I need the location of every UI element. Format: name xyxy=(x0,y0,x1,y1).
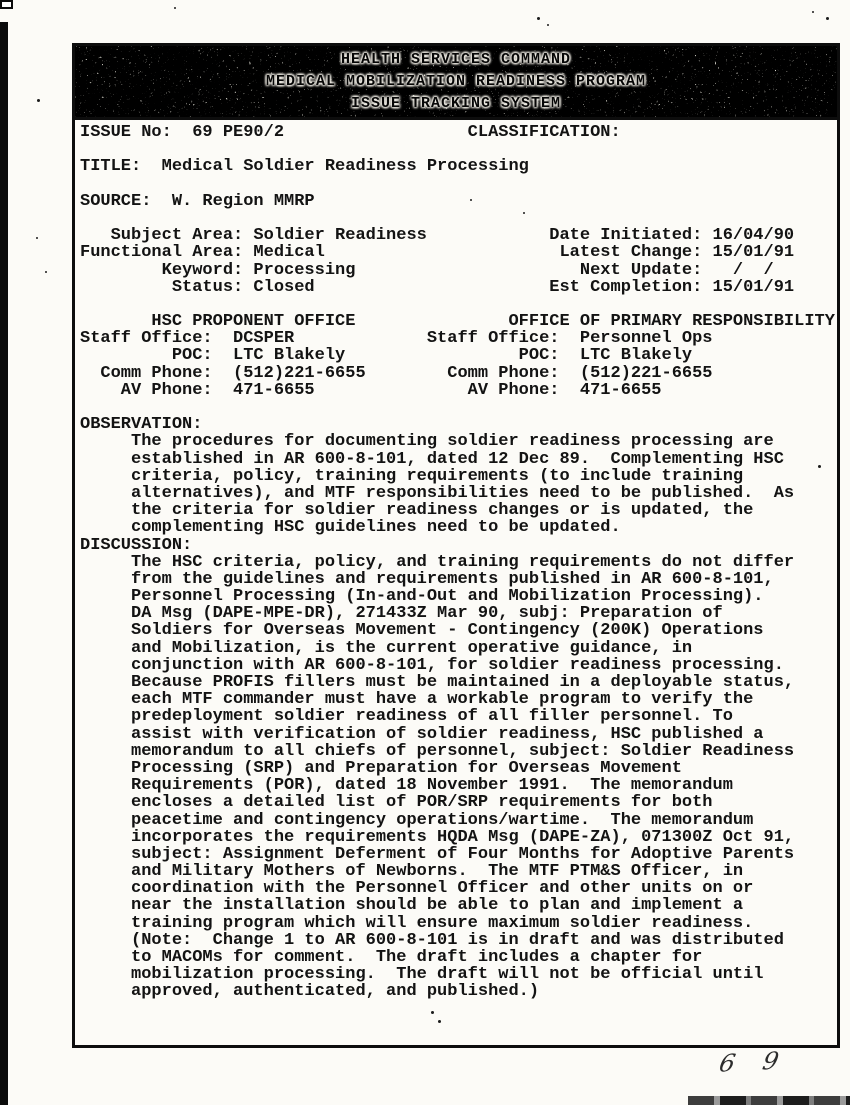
document-line: near the installation should be able to plan and implement a xyxy=(80,896,744,916)
document-line: memorandum to all chiefs of personnel, subject: Soldier Readiness xyxy=(80,741,795,761)
handwritten-page-mark: 6 9 xyxy=(716,1046,792,1078)
document-line: to MACOMs for comment. The draft includes a chapter for xyxy=(80,948,703,967)
speck xyxy=(37,99,40,102)
document-line: predeployment soldier readiness of all filler personnel. To xyxy=(80,707,733,727)
document-line: peacetime and contingency operations/wartime. The memorandum xyxy=(80,810,754,830)
scan-corner-artifact xyxy=(0,0,13,9)
document-line: coordination with the Personnel Officer and other units on or xyxy=(80,879,754,899)
speck xyxy=(45,271,47,273)
document-line xyxy=(80,399,835,416)
scan-smudge xyxy=(688,1096,850,1105)
scan-edge-bar xyxy=(0,22,8,1105)
document-line: AV Phone: 471-6655 AV Phone: 471-6655 xyxy=(80,380,662,400)
document-line: ISSUE No: 69 PE90/2 CLASSIFICATION: xyxy=(80,123,621,142)
document-line: assist with verification of soldier readiness, HSC published a xyxy=(80,724,764,744)
document-line: and Military Mothers of Newborns. The MTF PTM&S Officer, in xyxy=(80,862,744,882)
document-line: and Mobilization, is the current operative guidance, in xyxy=(80,638,693,658)
document-line: conjunction with AR 600-8-101, for soldier readiness processing. xyxy=(80,655,784,675)
document-line: Functional Area: Medical Latest Change: 15/01/91 xyxy=(80,243,795,263)
document-line: Soldiers for Overseas Movement - Contingency (200K) Operations xyxy=(80,621,764,641)
document-line: Processing (SRP) and Preparation for Overseas Movement xyxy=(80,758,682,778)
document-line: from the guidelines and requirements published in AR 600-8-101, xyxy=(80,569,774,589)
document-line: TITLE: Medical Soldier Readiness Processing xyxy=(80,157,529,177)
document-line: Keyword: Processing Next Update: / / xyxy=(80,260,774,280)
document-line: training program which will ensure maximum soldier readiness. xyxy=(80,913,754,933)
document-line: approved, authenticated, and published.) xyxy=(80,982,540,1002)
document-line: complementing HSC guidelines need to be updated. xyxy=(80,518,621,538)
speck xyxy=(537,17,540,20)
document-line: Requirements (POR), dated 18 November 1991. The memorandum xyxy=(80,776,733,796)
document-line xyxy=(80,176,835,193)
document-line: mobilization processing. The draft will not be official until xyxy=(80,965,764,985)
document-line xyxy=(80,210,835,227)
document-line: DA Msg (DAPE-MPE-DR), 271433Z Mar 90, subj: Preparation of xyxy=(80,604,723,624)
speck xyxy=(826,17,829,20)
header-line-system: ISSUE TRACKING SYSTEM xyxy=(350,94,562,112)
document-line: alternatives), and MTF responsibilities need to be published. As xyxy=(80,483,795,503)
document-line: encloses a detailed list of POR/SRP requirements for both xyxy=(80,793,713,813)
document-line: SOURCE: W. Region MMRP xyxy=(80,191,315,211)
header-line-command: HEALTH SERVICES COMMAND xyxy=(340,50,572,68)
document-line: Status: Closed Est Completion: 15/01/91 xyxy=(80,277,795,297)
document-line: POC: LTC Blakely POC: LTC Blakely xyxy=(80,346,693,366)
header-band xyxy=(72,43,840,120)
document-line: subject: Assignment Deferment of Four Months for Adoptive Parents xyxy=(80,844,795,864)
document-line: DISCUSSION: xyxy=(80,535,193,555)
document-line: Subject Area: Soldier Readiness Date Initiated: 16/04/90 xyxy=(80,226,795,246)
document-line: The procedures for documenting soldier readiness processing are xyxy=(80,432,774,452)
document-line: Personnel Processing (In-and-Out and Mobilization Processing). xyxy=(80,587,764,607)
header-line-program: MEDICAL MOBILIZATION READINESS PROGRAM xyxy=(265,72,647,90)
document-line: each MTF commander must have a workable program to verify the xyxy=(80,690,754,710)
document-line: (Note: Change 1 to AR 600-8-101 is in draft and was distributed xyxy=(80,930,784,950)
speck xyxy=(36,237,38,239)
document-line: established in AR 600-8-101, dated 12 Dec 89. Complementing HSC xyxy=(80,449,784,469)
document-line: Comm Phone: (512)221-6655 Comm Phone: (512)221-6655 xyxy=(80,363,713,383)
speck xyxy=(547,24,549,26)
document-line: the criteria for soldier readiness changes or is updated, the xyxy=(80,501,754,521)
document-line: Staff Office: DCSPER Staff Office: Personnel Ops xyxy=(80,329,713,349)
speck xyxy=(812,11,814,13)
document-line: Because PROFIS fillers must be maintained in a deployable status, xyxy=(80,673,795,692)
document-line: HSC PROPONENT OFFICE OFFICE OF PRIMARY RESPONSIBILITY xyxy=(80,312,835,332)
document-body xyxy=(80,124,835,1001)
document-line: incorporates the requirements HQDA Msg (DAPE-ZA), 071300Z Oct 91, xyxy=(80,827,795,847)
document-line: OBSERVATION: xyxy=(80,415,203,435)
speck xyxy=(174,7,176,9)
document-line: The HSC criteria, policy, and training requirements do not differ xyxy=(80,552,795,572)
document-line: criteria, policy, training requirements (to include training xyxy=(80,466,744,486)
document-line xyxy=(80,296,835,313)
document-line xyxy=(80,141,835,158)
header-band-text xyxy=(75,46,837,117)
